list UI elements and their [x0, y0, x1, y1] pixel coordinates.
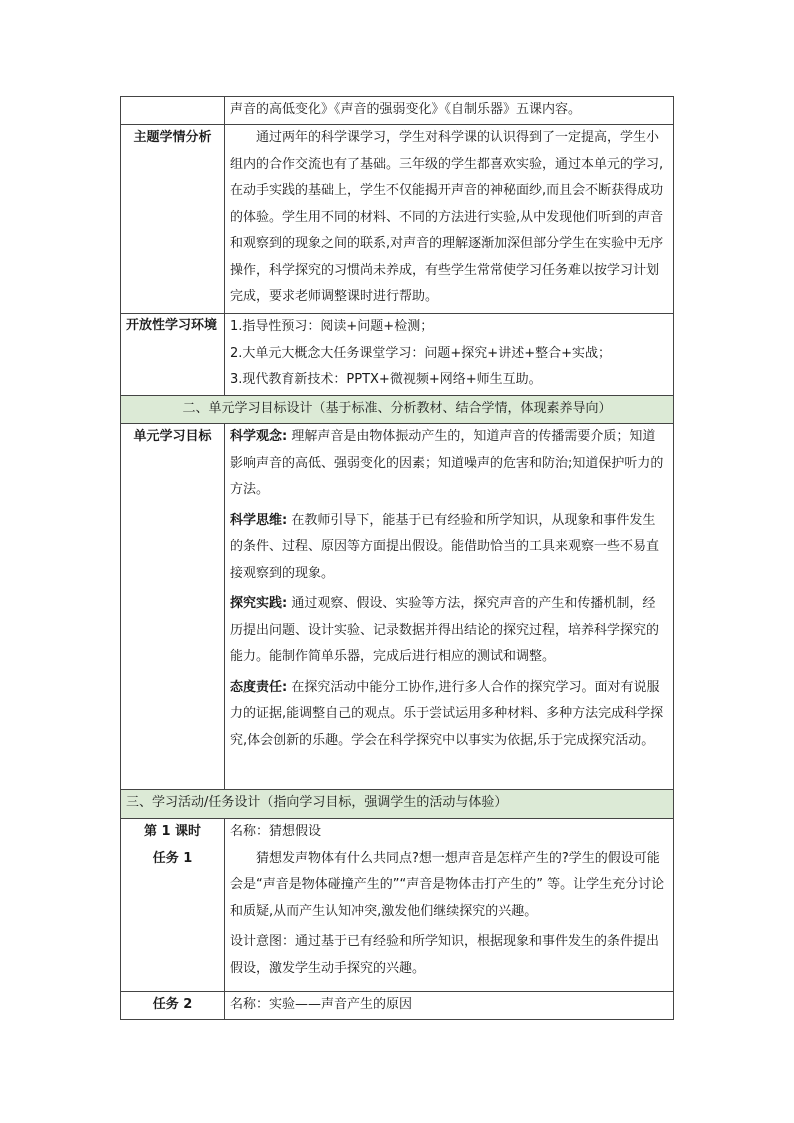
goal-science-concept	[230, 424, 668, 504]
task-one-row	[121, 819, 674, 992]
section-two-row	[121, 396, 674, 424]
section-three-heading: 三、学习活动/任务设计（指向学习目标，强调学生的活动与体验）	[121, 790, 674, 819]
goal-term: 科学思维:	[230, 512, 288, 528]
goal-science-thinking	[230, 508, 668, 588]
task-one-label	[121, 819, 225, 992]
goal-term: 态度责任:	[230, 679, 288, 695]
task-number: 任务 1	[152, 850, 193, 866]
learner-analysis-label: 主题学情分析	[121, 125, 225, 314]
goal-text: 在教师引导下，能基于已有经验和所学知识，从现象和事件发生的条件、过程、原因等方面提出假设。能借助恰当的工具来观察一些不易直接观察到的现象。	[230, 512, 660, 581]
goal-text: 理解声音是由物体振动产生的，知道声音的传播需要介质；知道影响声音的高低、强弱变化的因素；知道噪声的危害和防治;知道保护听力的方法。	[230, 429, 664, 497]
lesson-number: 第 1 课时	[143, 824, 202, 839]
environment-item: 1.指导性预习：阅读+问题+检测；	[230, 319, 434, 334]
task-one-name: 名称：猜想假设	[230, 824, 322, 839]
environment-label: 开放性学习环境	[121, 314, 225, 396]
task-one-description: 猜想发声物体有什么共同点?想一想声音是怎样产生的?学生的假设可能会是“声音是物体碰撞产生的”“声音是物体击打产生的” 等。让学生充分讨论和质疑,从而产生认知冲突,激发他们继续探究的兴趣。	[230, 850, 665, 919]
intro-label-cell	[121, 97, 225, 125]
task-one-content	[225, 819, 674, 992]
goal-text: 在探究活动中能分工协作,进行多人合作的探究学习。面对有说服力的证据,能调整自己的观点。乐于尝试运用多种材料、多种方法完成科学探究,体会创新的乐趣。学会在科学探究中以事实为依据,乐于完成探究活动。	[230, 679, 664, 748]
environment-list	[225, 314, 674, 396]
task-one-intent: 设计意图：通过基于已有经验和所学知识，根据现象和事件发生的条件提出假设，激发学生动手探究的兴趣。	[230, 934, 660, 976]
goal-inquiry-practice	[230, 591, 668, 671]
learner-analysis-text	[225, 125, 674, 314]
intro-row	[121, 97, 674, 125]
intro-text: 声音的高低变化》《声音的强弱变化》《自制乐器》五课内容。	[225, 97, 674, 125]
unit-goals-content	[225, 424, 674, 790]
unit-goals-label: 单元学习目标	[121, 424, 225, 790]
goal-term: 探究实践:	[230, 596, 288, 611]
environment-item: 2.大单元大概念大任务课堂学习：问题+探究+讲述+整合+实战；	[230, 345, 611, 361]
lesson-plan-table	[120, 96, 674, 1020]
task-two-name: 名称：实验——声音产生的原因	[225, 992, 674, 1020]
task-two-row	[121, 992, 674, 1020]
environment-row	[121, 314, 674, 396]
learner-analysis-paragraph: 通过两年的科学课学习，学生对科学课的认识得到了一定提高，学生小组内的合作交流也有了基础。三年级的学生都喜欢实验，通过本单元的学习,在动手实践的基础上，学生不仅能揭开声音的神秘面纱,而且会不断获得成功的体验。学生用不同的材料、不同的方法进行实验,从中发现他们听到的声音和观察到的现象之间的联系,对声音的理解逐渐加深但部分学生在实验中无序操作，科学探究的习惯尚未养成，有些学生常常使学习任务难以按学习计划完成，要求老师调整课时进行帮助。	[230, 130, 664, 304]
environment-item: 3.现代教育新技术：PPTX+微视频+网络+师生互助。	[230, 372, 542, 387]
section-three-row	[121, 790, 674, 819]
learner-analysis-row	[121, 125, 674, 314]
goal-term: 科学观念:	[230, 429, 288, 444]
section-two-heading: 二、单元学习目标设计（基于标准、分析教材、结合学情，体现素养导向）	[121, 396, 674, 424]
unit-goals-row	[121, 424, 674, 790]
task-two-label: 任务 2	[121, 992, 225, 1020]
goal-text: 通过观察、假设、实验等方法，探究声音的产生和传播机制，经历提出问题、设计实验、记录数据并得出结论的探究过程，培养科学探究的能力。能制作简单乐器，完成后进行相应的测试和调整。	[230, 596, 660, 664]
goal-attitude-responsibility	[230, 675, 668, 755]
